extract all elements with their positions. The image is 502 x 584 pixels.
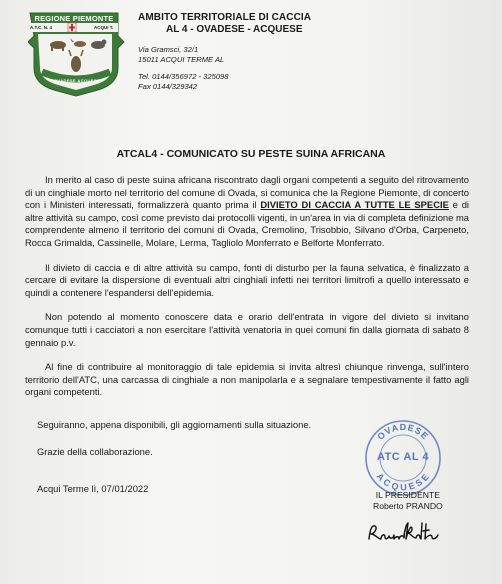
address-street: Via Gramsci, 32/1 <box>138 45 199 54</box>
stamp-top-text: OVADESE <box>375 421 431 442</box>
paragraph-1 <box>25 174 469 250</box>
logo-region-text: REGIONE PIEMONTE <box>34 14 114 23</box>
paragraph-1-part-b: e di altre attività su campo, così come previsto dai protocolli vigenti, in un'area in via di completa definizione ma comprendente almeno il territorio dei comuni di Ovada, Cremolino, Trisobbio, Silvano d'Orba, Carpeneto, Rocca Grimalda, Cassinelle, Molare, Lerma, Tagliolo Monferrato e Belforte Monferrato. <box>25 199 469 248</box>
logo-atc-text: A.T.C. N. 4 <box>30 25 53 30</box>
letterhead-title: AMBITO TERRITORIALE DI CACCIA <box>138 12 312 23</box>
handwritten-signature <box>366 519 444 545</box>
address-city: 15011 ACQUI TERME AL <box>138 55 225 64</box>
place-date: Acqui Terme lì, 07/01/2022 <box>37 483 149 494</box>
updates-line: Seguiranno, appena disponibili, gli aggiornamenti sulla situazione. <box>37 419 312 430</box>
paragraph-4: Al fine di contribuire al monitoraggio di tale epidemia si invita altresì chiunque rinvenga, sull'intero territorio dell'ATC, una carcassa di cinghiale a non manipolarla e a segnalare tempestivamente il fatto agli organi competenti. <box>25 361 469 398</box>
paragraph-2: Il divieto di caccia e di altre attività su campo, fonti di disturbo per la fauna selvatica, è finalizzato a cercare di evitare la dispersione di eventuali altri cinghiali infetti nei territori limitrofi a quello interessato e quindi a contenere l'espandersi dell'epidemia. <box>25 261 469 298</box>
document-title: ATCAL4 - COMUNICATO SU PESTE SUINA AFRICANA <box>116 148 386 160</box>
address-block <box>138 45 224 65</box>
atc-logo <box>28 12 130 98</box>
president-name: Roberto PRANDO <box>373 501 443 511</box>
president-title: IL PRESIDENTE <box>375 490 440 500</box>
contact-block <box>138 72 229 92</box>
letterhead <box>138 12 312 35</box>
letterhead-subtitle: AL 4 - OVADESE - ACQUESE <box>166 24 303 35</box>
logo-acqui-text: ACQUI T. <box>94 25 114 30</box>
hunting-ban-emphasis: DIVIETO DI CACCIA A TUTTE LE SPECIE <box>260 199 449 211</box>
president-block <box>373 490 443 512</box>
paragraph-3: Non potendo al momento conoscere data e orario dell'entrata in vigore del divieto si invitano comunque tutti i cacciatori a non esercitare l'attività venatoria in quei comuni fin dalla giornata di sabato 8 gennaio p.v. <box>25 311 469 348</box>
stamp-bottom-text: ACQUESE <box>374 471 432 493</box>
paragraph-1-part-a: In merito al caso di peste suina africana riscontrato dagli organi competenti a seguito del ritrovamento di un cinghiale morto nel territorio del comune di Ovada, si comunica che la Regione Piemonte, di concerto con i Ministeri interessati, formalizzerà quanto prima il <box>25 174 469 211</box>
official-stamp <box>363 418 443 498</box>
thanks-line: Grazie della collaborazione. <box>37 446 153 457</box>
fax-number: Fax 0144/329342 <box>138 82 198 91</box>
phone-number: Tel. 0144/356972 - 325098 <box>138 72 229 81</box>
svg-text:OVADESE <box>375 422 430 442</box>
document-body <box>25 174 469 411</box>
logo-bottom-text: OVADESE ACQUESE <box>53 78 100 83</box>
stamp-center-text: ATC AL 4 <box>376 451 430 463</box>
